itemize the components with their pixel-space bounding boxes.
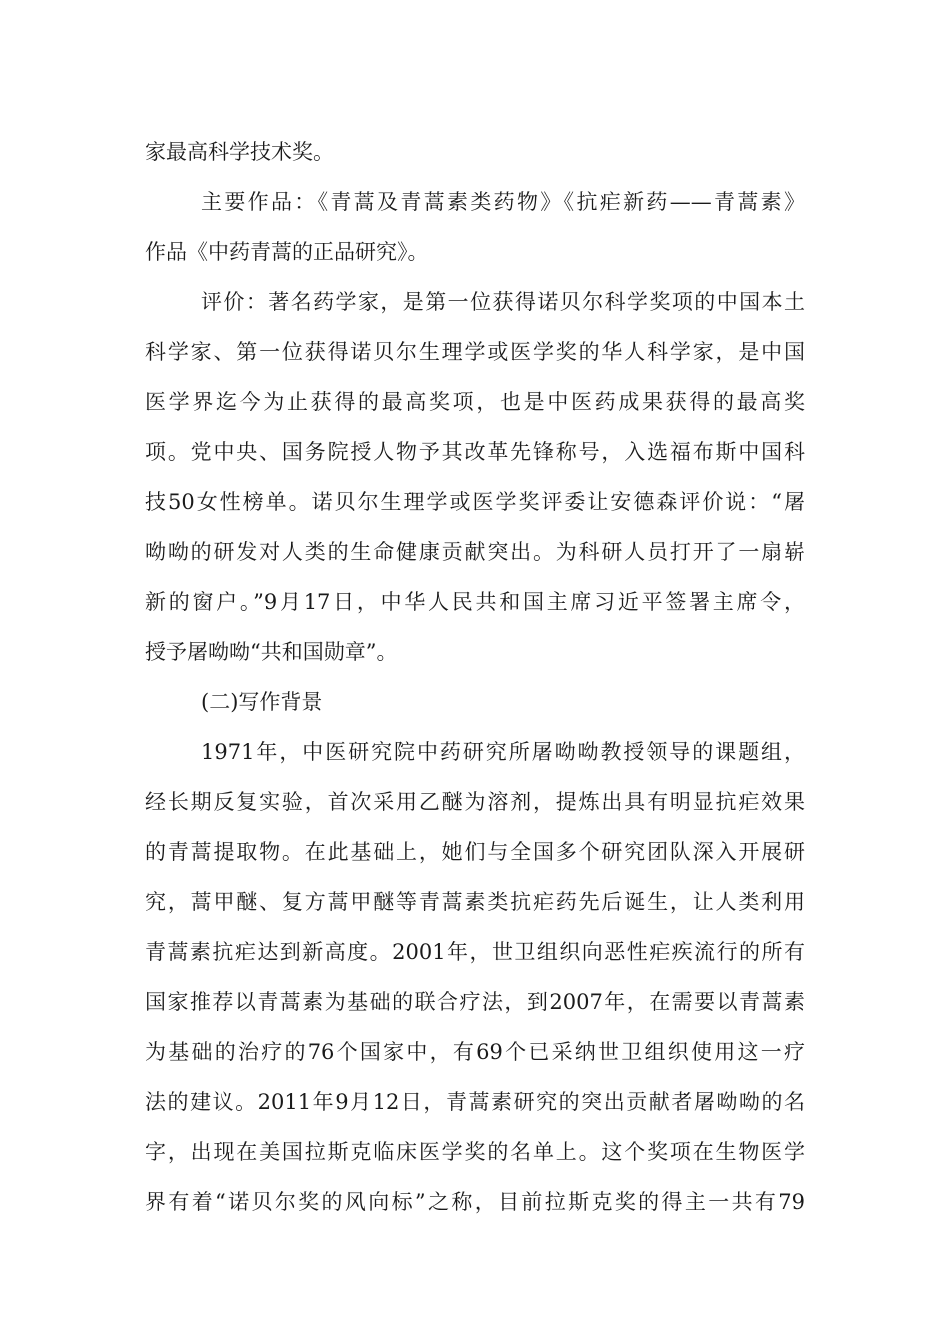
text-line: 技50女性榜单。诺贝尔生理学或医学奖评委让安德森评价说：“屠 [145, 490, 805, 514]
text-line: 字，出现在美国拉斯克临床医学奖的名单上。这个奖项在生物医学 [145, 1140, 805, 1164]
text-line: 经长期反复实验，首次采用乙醚为溶剂，提炼出具有明显抗疟效果 [145, 790, 805, 814]
text-line: 呦呦的研发对人类的生命健康贡献突出。为科研人员打开了一扇崭 [145, 540, 805, 564]
text-line: 评价：著名药学家，是第一位获得诺贝尔科学奖项的中国本土 [201, 290, 805, 314]
text-line: 的青蒿提取物。在此基础上，她们与全国多个研究团队深入开展研 [145, 840, 805, 864]
text-line: 科学家、第一位获得诺贝尔生理学或医学奖的华人科学家，是中国 [145, 340, 805, 364]
text-line: 青蒿素抗疟达到新高度。2001年，世卫组织向恶性疟疾流行的所有 [145, 940, 805, 964]
text-line: 作品《中药青蒿的正品研究》。 [145, 240, 429, 264]
text-line: 为基础的治疗的76个国家中，有69个已采纳世卫组织使用这一疗 [145, 1040, 805, 1064]
section-heading: (二)写作背景 [201, 690, 323, 714]
text-line: 1971年，中医研究院中药研究所屠呦呦教授领导的课题组， [201, 740, 805, 764]
text-line: 国家推荐以青蒿素为基础的联合疗法，到2007年，在需要以青蒿素 [145, 990, 805, 1014]
text-line: 界有着“诺贝尔奖的风向标”之称，目前拉斯克奖的得主一共有79 [145, 1190, 805, 1214]
text-line: 主要作品：《青蒿及青蒿素类药物》《抗疟新药——青蒿素》 [201, 190, 805, 214]
text-line: 法的建议。2011年9月12日，青蒿素研究的突出贡献者屠呦呦的名 [145, 1090, 805, 1114]
text-line: 究，蒿甲醚、复方蒿甲醚等青蒿素类抗疟药先后诞生，让人类利用 [145, 890, 805, 914]
text-line: 项。党中央、国务院授人物予其改革先锋称号，入选福布斯中国科 [145, 440, 805, 464]
text-line: 医学界迄今为止获得的最高奖项，也是中医药成果获得的最高奖 [145, 390, 805, 414]
text-line: 家最高科学技术奖。 [145, 140, 334, 164]
text-line: 新的窗户。”9月17日，中华人民共和国主席习近平签署主席令， [145, 590, 805, 614]
text-line: 授予屠呦呦“共和国勋章”。 [145, 640, 398, 664]
